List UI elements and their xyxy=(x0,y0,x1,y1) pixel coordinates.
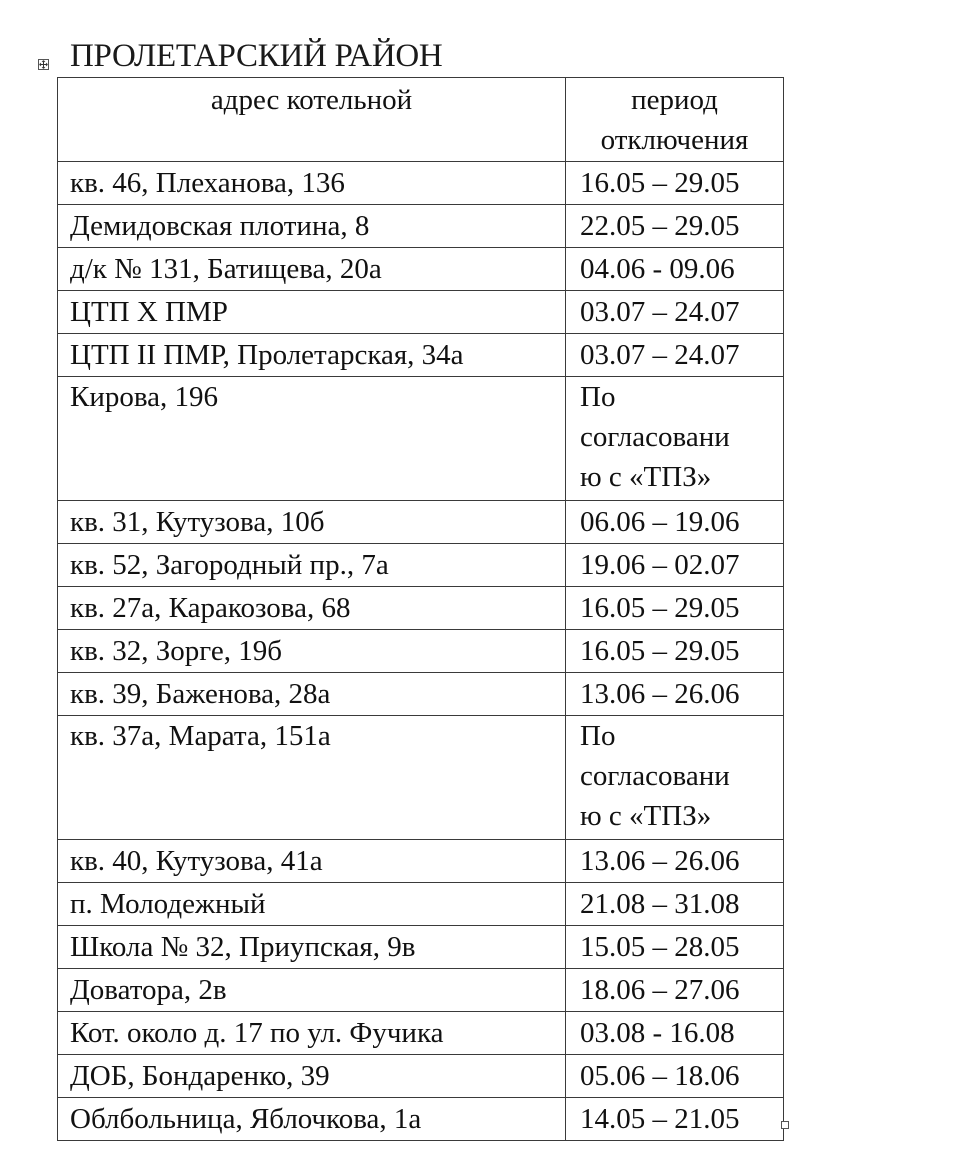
cell-address: Кирова, 196 xyxy=(58,377,566,501)
table-row xyxy=(58,377,784,501)
header-address: адрес котельной xyxy=(58,78,566,162)
table-row xyxy=(58,969,784,1012)
table-row xyxy=(58,501,784,544)
header-period-line1: период xyxy=(631,84,718,116)
cell-period: 21.08 – 31.08 xyxy=(566,883,784,926)
table-row xyxy=(58,162,784,205)
cell-address: кв. 40, Кутузова, 41а xyxy=(58,840,566,883)
cell-address: ЦТП II ПМР, Пролетарская, 34а xyxy=(58,334,566,377)
cell-address: Облбольница, Яблочкова, 1а xyxy=(58,1098,566,1141)
table-row xyxy=(58,544,784,587)
cell-period: 03.07 – 24.07 xyxy=(566,334,784,377)
cell-period: 16.05 – 29.05 xyxy=(566,162,784,205)
cell-address: кв. 52, Загородный пр., 7а xyxy=(58,544,566,587)
table-move-handle-icon[interactable] xyxy=(38,59,49,70)
header-period xyxy=(566,78,784,162)
period-line: согласовани xyxy=(580,760,730,792)
table-row xyxy=(58,1012,784,1055)
table-row xyxy=(58,630,784,673)
cell-address: кв. 32, Зорге, 19б xyxy=(58,630,566,673)
cell-address: ДОБ, Бондаренко, 39 xyxy=(58,1055,566,1098)
boiler-shutdown-table xyxy=(57,77,784,1141)
cell-period: 04.06 - 09.06 xyxy=(566,248,784,291)
period-line: согласовани xyxy=(580,421,730,453)
cell-period: 18.06 – 27.06 xyxy=(566,969,784,1012)
cell-period: 05.06 – 18.06 xyxy=(566,1055,784,1098)
cell-address: кв. 39, Баженова, 28а xyxy=(58,673,566,716)
cell-address: кв. 37а, Марата, 151а xyxy=(58,716,566,840)
cell-address: кв. 27а, Каракозова, 68 xyxy=(58,587,566,630)
period-line: По xyxy=(580,720,616,752)
cell-period: 13.06 – 26.06 xyxy=(566,673,784,716)
table-resize-handle-icon[interactable] xyxy=(781,1121,789,1129)
cell-period xyxy=(566,716,784,840)
table-row xyxy=(58,1098,784,1141)
table-row xyxy=(58,840,784,883)
table-row xyxy=(58,1055,784,1098)
period-line: По xyxy=(580,381,616,413)
period-line: ю с «ТПЗ» xyxy=(580,800,712,832)
document-title: ПРОЛЕТАРСКИЙ РАЙОН xyxy=(70,38,443,74)
cell-address: д/к № 131, Батищева, 20а xyxy=(58,248,566,291)
cell-period xyxy=(566,377,784,501)
cell-period: 06.06 – 19.06 xyxy=(566,501,784,544)
cell-address: ЦТП Х ПМР xyxy=(58,291,566,334)
table-row xyxy=(58,587,784,630)
cell-period: 03.08 - 16.08 xyxy=(566,1012,784,1055)
cell-address: кв. 31, Кутузова, 10б xyxy=(58,501,566,544)
table-header-row xyxy=(58,78,784,162)
move-cross-icon xyxy=(39,60,48,69)
cell-address: Доватора, 2в xyxy=(58,969,566,1012)
cell-period: 16.05 – 29.05 xyxy=(566,630,784,673)
cell-period: 03.07 – 24.07 xyxy=(566,291,784,334)
cell-address: Школа № 32, Приупская, 9в xyxy=(58,926,566,969)
table-row xyxy=(58,248,784,291)
period-line: ю с «ТПЗ» xyxy=(580,461,712,493)
table-row xyxy=(58,291,784,334)
table-row xyxy=(58,673,784,716)
cell-period: 22.05 – 29.05 xyxy=(566,205,784,248)
cell-address: кв. 46, Плеханова, 136 xyxy=(58,162,566,205)
cell-period: 13.06 – 26.06 xyxy=(566,840,784,883)
header-period-line2: отключения xyxy=(600,124,749,156)
table-row xyxy=(58,926,784,969)
cell-address: Кот. около д. 17 по ул. Фучика xyxy=(58,1012,566,1055)
cell-address: Демидовская плотина, 8 xyxy=(58,205,566,248)
table-row xyxy=(58,334,784,377)
cell-address: п. Молодежный xyxy=(58,883,566,926)
cell-period: 16.05 – 29.05 xyxy=(566,587,784,630)
table-row xyxy=(58,205,784,248)
table-row xyxy=(58,716,784,840)
cell-period: 19.06 – 02.07 xyxy=(566,544,784,587)
cell-period: 14.05 – 21.05 xyxy=(566,1098,784,1141)
cell-period: 15.05 – 28.05 xyxy=(566,926,784,969)
table-row xyxy=(58,883,784,926)
